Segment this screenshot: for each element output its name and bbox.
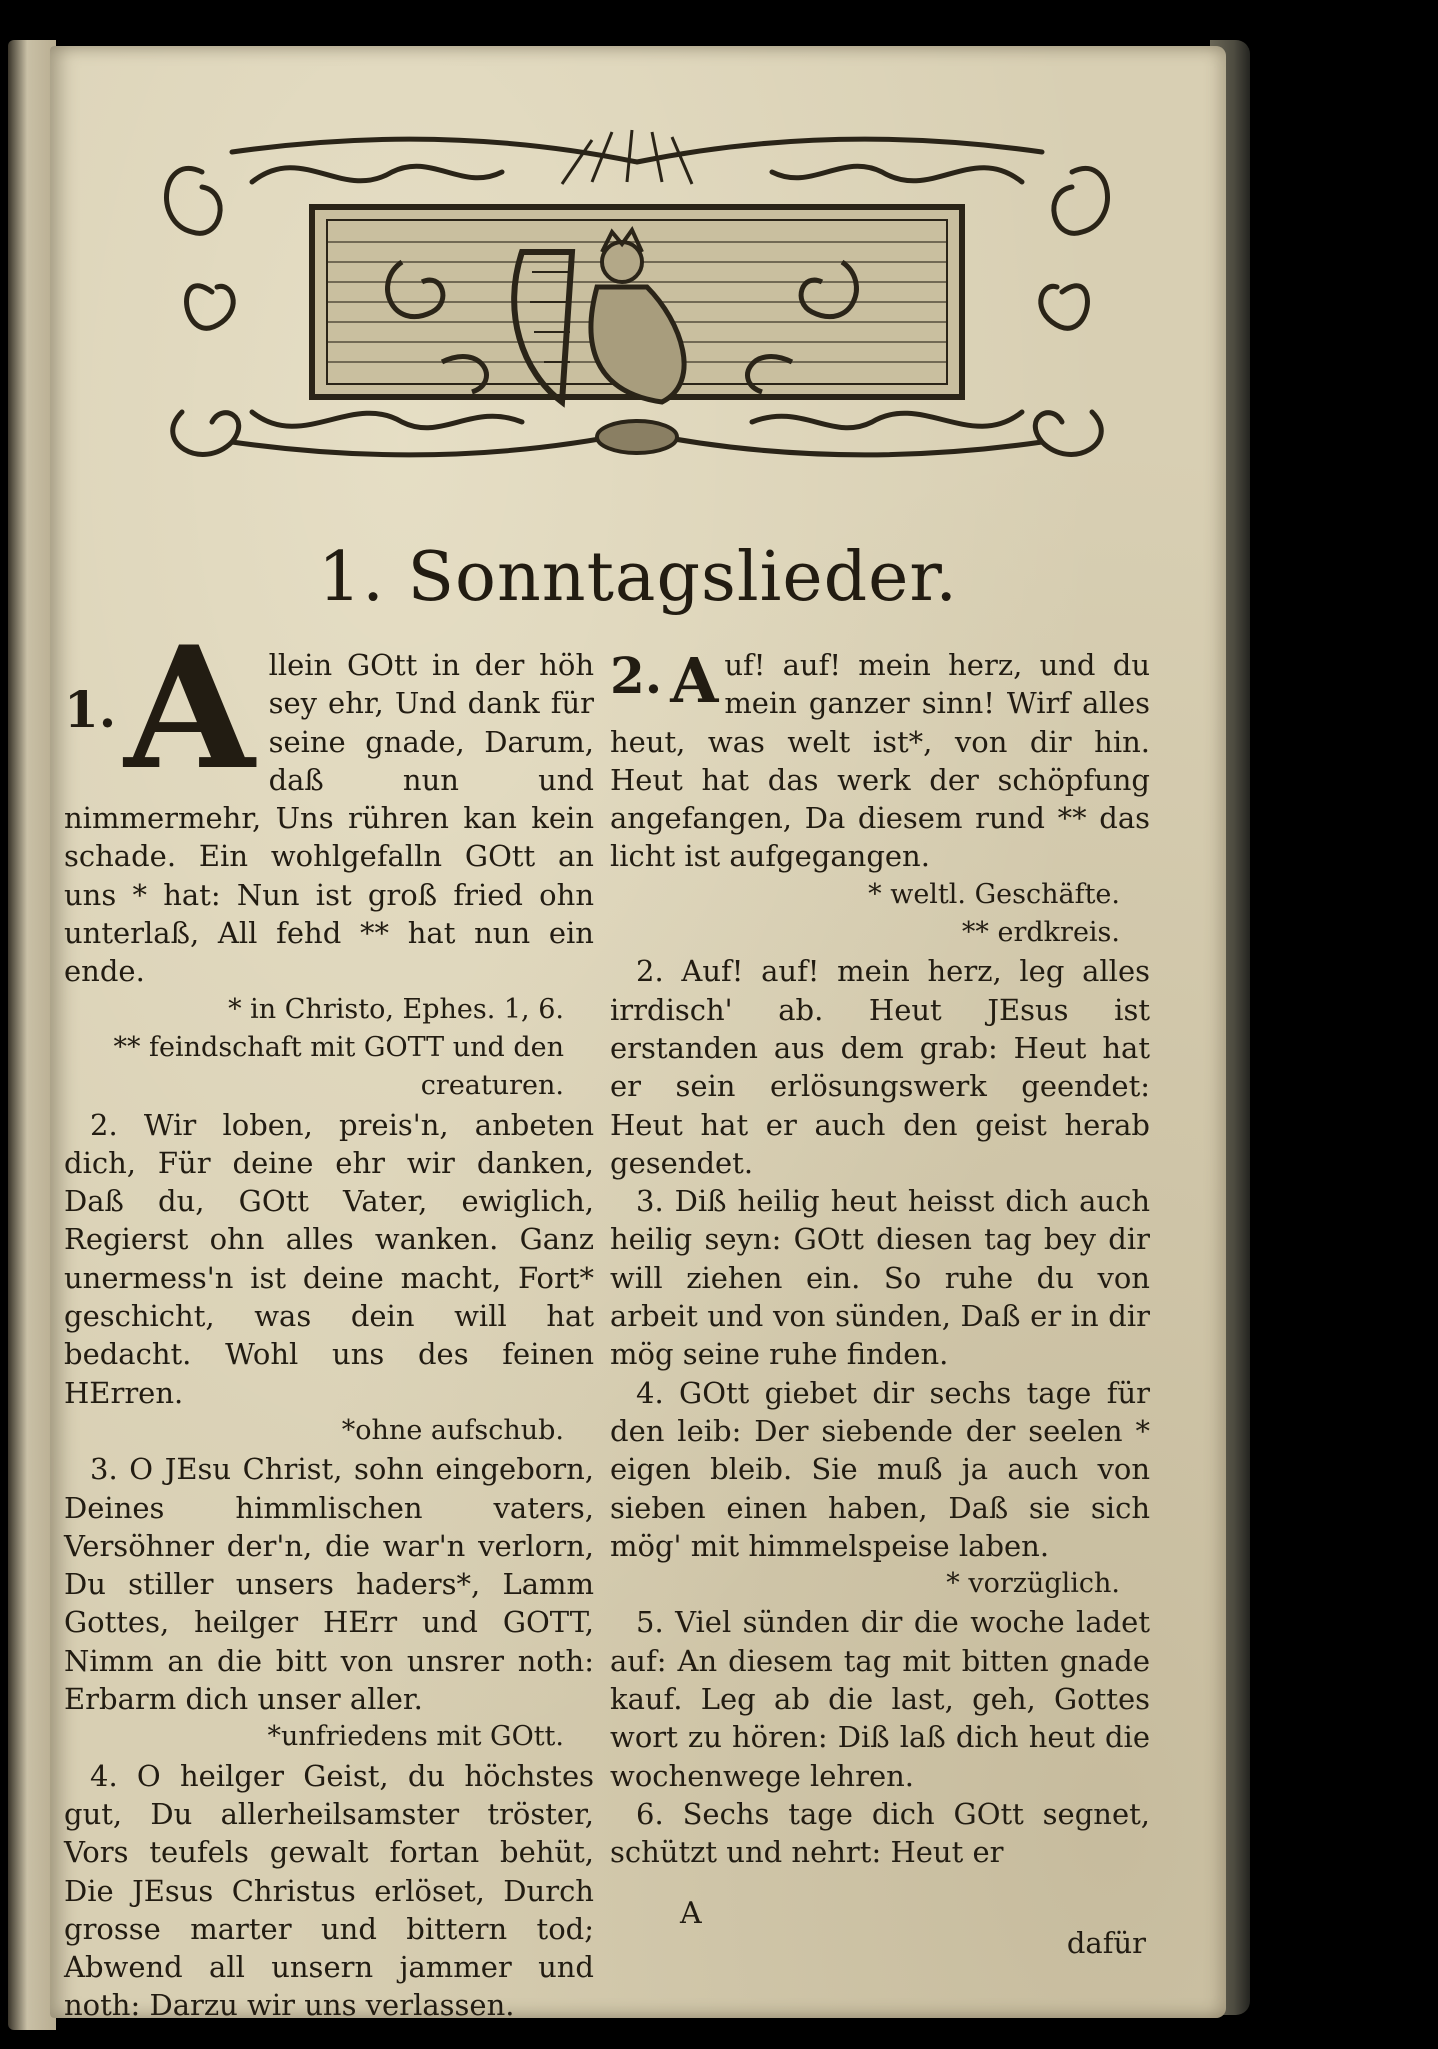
hymn-1-note-1: * in Christo, Ephes. 1, 6.: [228, 993, 564, 1025]
hymn-1-verse-1-text: llein GOtt in der höh sey ehr, Und dank für seine gnade, Darum, daß nun und nimmermehr, Uns rühren kan kein schade. Ein wohlgefalln GOtt an uns * hat: Nun ist groß fried ohn unterlaß, All fehd ** hat nun ein ende.: [64, 648, 594, 989]
section-title: 1. Sonntagslieder.: [317, 538, 959, 617]
hymn-2-verse-6: 6. Sechs tage dich GOtt segnet, schützt und nehrt: Heut er: [610, 1796, 1150, 1870]
right-column: [610, 646, 1150, 1872]
hymn-1-number: 1.: [64, 680, 117, 739]
previous-page-edge: [8, 40, 56, 2030]
hymn-2-verse-5: 5. Viel sünden dir die woche ladet auf: An diesem tag mit bitten gnade kauf. Leg ab die last, geh, Gottes wort zu hören: Diß laß dich heut die wochenwege lehren.: [610, 1605, 1150, 1793]
ornamental-headpiece-image: [142, 112, 1132, 482]
hymn-1-verse-3-note: *unfriedens mit GOtt.: [267, 1721, 564, 1753]
hymn-1-verse-1: [64, 609, 594, 1106]
hymn-2-verse-3: 3. Diß heilig heut heisst dich auch heilig seyn: GOtt diesen tag bey dir will ziehen ein. So ruhe du von arbeit und von sünden, Daß er in dir mög seine ruhe finden.: [610, 1184, 1150, 1372]
hymn-2-note-1: * weltl. Geschäfte.: [868, 878, 1120, 910]
signature-mark: A: [680, 1896, 702, 1931]
hymn-1-verse-2: 2. Wir loben, preis'n, anbeten dich, Für deine ehr wir danken, Daß du, GOtt Vater, ewiglich, Regierst ohn alles wanken. Ganz unermess'n ist deine macht, Fort* geschicht, was dein will hat bedacht. Wohl uns des feinen HErren.: [64, 1107, 594, 1410]
hymn-1-note-2: ** feindschaft mit GOTT und den creaturen.: [113, 1031, 564, 1102]
hymn-2-verse-2: 2. Auf! auf! mein herz, leg alles irrdisch' ab. Heut JEsus ist erstanden aus dem grab: Heut hat er sein erlösungswerk geendet: Heut hat er auch den geist herab gesendet.: [610, 954, 1150, 1180]
hymn-2-number: 2.: [610, 646, 663, 705]
hymn-1-verse-4: 4. O heilger Geist, du höchstes gut, Du allerheilsamster tröster, Vors teufels gewalt fortan behüt, Die JEsus Christus erlöset, Durch grosse marter und bittern tod; Abwend all unsern jammer und noth: Darzu wir uns verlassen.: [64, 1758, 594, 2023]
hymn-2-verse-4-note: * vorzüglich.: [946, 1568, 1120, 1600]
catchword: dafür: [1066, 1926, 1146, 1960]
hymn-2-dropcap: A: [670, 644, 719, 717]
hymn-1-dropcap: A: [124, 609, 255, 807]
page: [50, 46, 1226, 2023]
left-column: [64, 609, 594, 2025]
hymn-1-verse-2-note: *ohne aufschub.: [341, 1414, 564, 1446]
hymn-1-verse-3: 3. O JEsu Christ, sohn eingeborn, Deines himmlischen vaters, Versöhner der'n, die war'n verlorn, Du stiller unsers haders*, Lamm Gottes, heilger HErr und GOTT, Nimm an die bitt von unsrer noth: Erbarm dich unser aller.: [64, 1452, 594, 1717]
hymn-2-verse-4: 4. GOtt giebet dir sechs tage für den leib: Der siebende der seelen * eigen bleib. Sie muß ja auch von sieben einen haben, Daß sie sich mög' mit himmelspeise laben.: [610, 1375, 1150, 1563]
hymn-2-verse-1: [610, 646, 1150, 952]
hymn-2-verse-1-text: uf! auf! mein herz, und du mein ganzer sinn! Wirf alles heut, was welt ist*, von dir hin. Heut hat das werk der schöpfung angefangen, Da diesem rund ** das licht ist aufgegangen.: [610, 648, 1150, 874]
hymn-2-note-2: ** erdkreis.: [961, 917, 1120, 949]
